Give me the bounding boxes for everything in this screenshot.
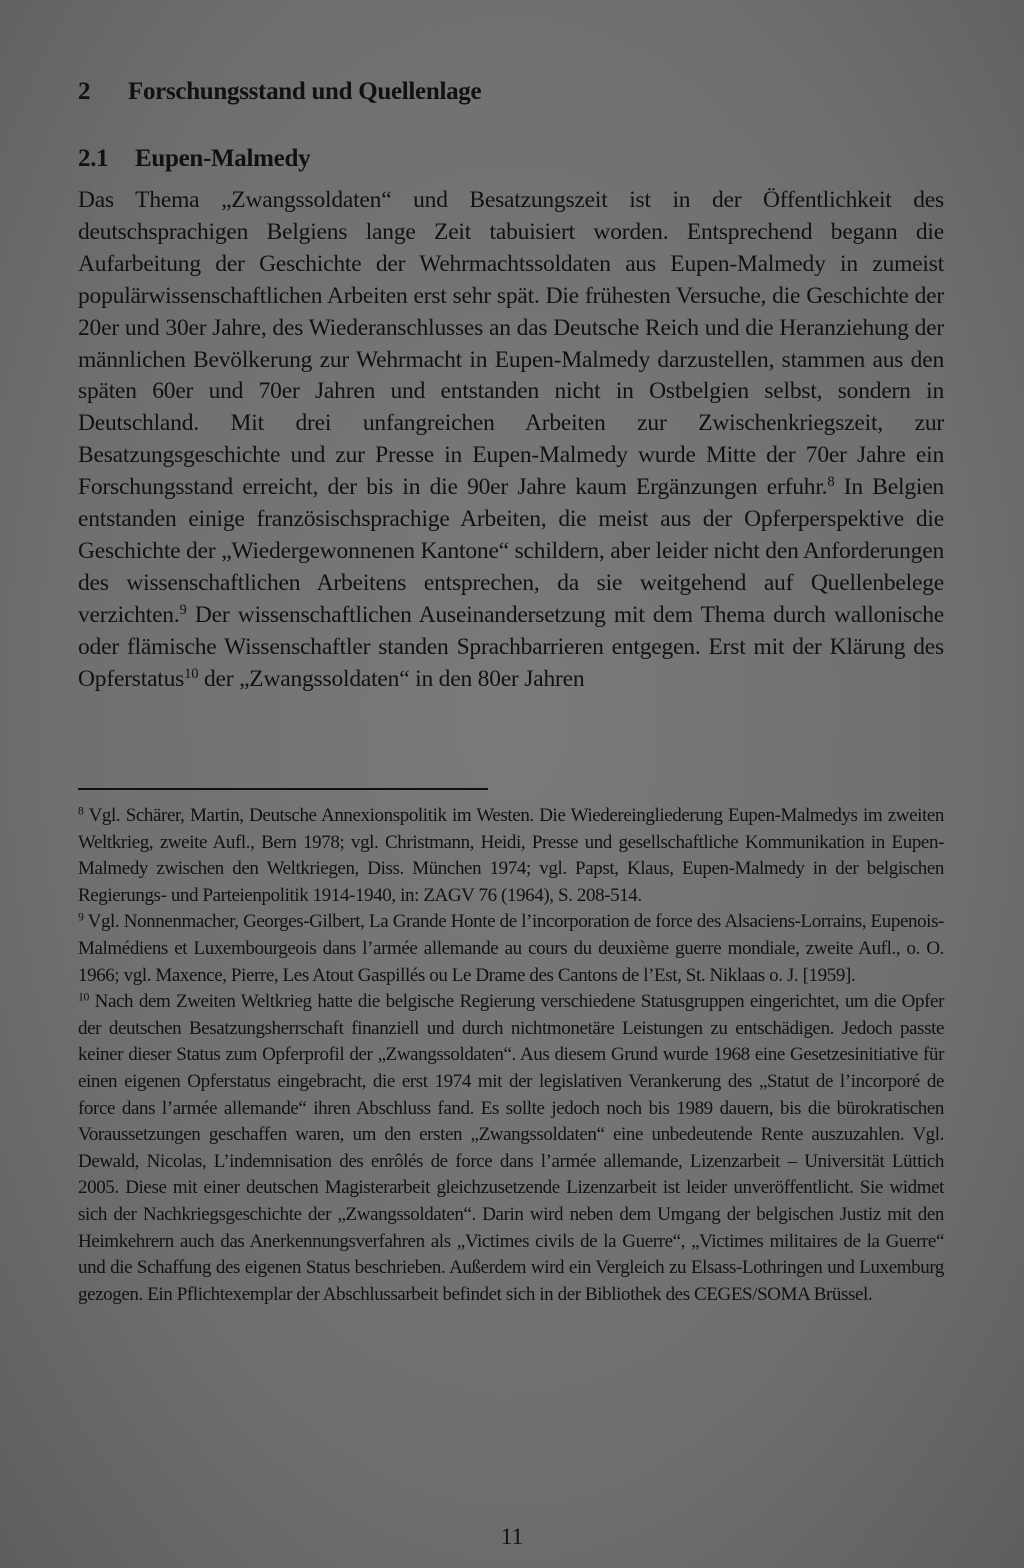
footnote-ref-10: 10 bbox=[184, 665, 199, 682]
chapter-title: Forschungsstand und Quellenlage bbox=[128, 78, 482, 105]
body-paragraph bbox=[78, 185, 944, 696]
footnote-text: Nach dem Zweiten Weltkrieg hatte die belgische Regierung verschiedene Statusgruppen eingerichtet, um die Opfer der deutschen Besatzungsherrschaft finanziell und durch nichtmonetäre Leistungen zu entschädigen. Jedoch passte keiner dieser Status zum Opferprofil der „Zwangssoldaten“. Aus diesem Grund wurde 1968 eine Gesetzesinitiative für einen eigenen Opferstatus eingebracht, die erst 1974 mit der legislativen Verankerung des „Statut de l’incorporé de force dans l’armée allemande“ ihren Abschluss fand. Es sollte jedoch noch bis 1989 dauern, bis die bürokratischen Voraussetzungen geschaffen waren, um den ersten „Zwangssoldaten“ eine unbedeutende Rente auszuzahlen. Vgl. Dewald, Nicolas, L’indemnisation des enrôlés de force dans l’armée allemande, Lizenzarbeit – Universität Lüttich 2005. Diese mit einer deutschen Magisterarbeit gleichzusetzende Lizenzarbeit ist leider unveröffentlicht. Sie widmet sich der Nachkriegsgeschichte der „Zwangssoldaten“. Darin wird neben dem Umgang der belgischen Justiz mit den Heimkehrern auch das Anerkennungsverfahren als „Victimes civils de la Guerre“, „Victimes militaires de la Guerre“ und die Schaffung des eigenen Status beschrieben. Außerdem wird ein Vergleich zu Elsass-Lothringen und Luxemburg gezogen. Ein Pflichtexemplar der Abschlussarbeit befindet sich in der Bibliothek des CEGES/SOMA Brüssel. bbox=[78, 991, 944, 1305]
footnote-ref-8: 8 bbox=[827, 474, 835, 491]
body-text-part-2: In Belgien entstanden einige französischsprachige Arbeiten, die meist aus der Opferperspektive die Geschichte der „Wiedergewonnenen Kantone“ schildern, aber leider nicht den Anforderungen des wissenschaftlichen Arbeitens entsprechen, da sie weitgehend auf Quellenbelege verzichten. bbox=[78, 474, 944, 628]
footnote-text: Vgl. Nonnenmacher, Georges-Gilbert, La Grande Honte de l’incorporation de force des Alsaciens-Lorrains, Eupenois-Malmédiens et Luxembourgeois dans l’armée allemande au cours du deuxième guerre mondiale, zweite Aufl., o. O. 1966; vgl. Maxence, Pierre, Les Atout Gaspillés ou Le Drame des Cantons de l’Est, St. Niklaas o. J. [1959]. bbox=[78, 911, 944, 986]
footnote-8 bbox=[78, 803, 944, 909]
footnote-ref-9: 9 bbox=[179, 601, 187, 618]
footnote-number: 8 bbox=[78, 804, 84, 818]
footnote-text: Vgl. Schärer, Martin, Deutsche Annexionspolitik im Westen. Die Wiedereingliederung Eupen-Malmedys im zweiten Weltkrieg, zweite Aufl., Bern 1978; vgl. Christmann, Heidi, Presse und gesellschaftliche Kommunikation in Eupen-Malmedy zwischen den Weltkriegen, Diss. München 1974; vgl. Papst, Klaus, Eupen-Malmedy in der belgischen Regierungs- und Parteienpolitik 1914-1940, in: ZAGV 76 (1964), S. 208-514. bbox=[78, 805, 944, 906]
footnote-number: 9 bbox=[78, 910, 84, 924]
section-title: Eupen-Malmedy bbox=[135, 145, 311, 172]
section-number: 2.1 bbox=[78, 145, 109, 172]
footnote-9 bbox=[78, 909, 944, 989]
footnotes bbox=[78, 803, 944, 1308]
footnote-separator bbox=[78, 788, 488, 790]
chapter-heading bbox=[78, 78, 481, 106]
chapter-number: 2 bbox=[78, 78, 91, 105]
body-text-part-4: der „Zwangssoldaten“ in den 80er Jahren bbox=[198, 665, 585, 692]
page-number: 11 bbox=[500, 1524, 524, 1549]
body-text-part-3: Der wissenschaftlichen Auseinandersetzung mit dem Thema durch wallonische oder flämische Wissenschaftler standen Sprachbarrieren entgegen. Erst mit der Klärung des Opferstatus bbox=[78, 601, 944, 692]
footnote-number: 10 bbox=[78, 990, 89, 1004]
body-text-part-1: Das Thema „Zwangssoldaten“ und Besatzungszeit ist in der Öffentlichkeit des deutschsprachigen Belgiens lange Zeit tabuisiert worden. Entsprechend begann die Aufarbeitung der Geschichte der Wehrmachtssoldaten aus Eupen-Malmedy in zumeist populärwissenschaftlichen Arbeiten erst sehr spät. Die frühesten Versuche, die Geschichte der 20er und 30er Jahre, des Wiederanschlusses an das Deutsche Reich und die Heranziehung der männlichen Bevölkerung zur Wehrmacht in Eupen-Malmedy darzustellen, stammen aus den späten 60er und 70er Jahren und entstanden nicht in Ostbelgien selbst, sondern in Deutschland. Mit drei unfangreichen Arbeiten zur Zwischenkriegszeit, zur Besatzungsgeschichte und zur Presse in Eupen-Malmedy wurde Mitte der 70er Jahre ein Forschungsstand erreicht, der bis in die 90er Jahre kaum Ergänzungen erfuhr. bbox=[78, 187, 944, 501]
section-heading bbox=[78, 145, 310, 173]
footnote-10 bbox=[78, 989, 944, 1308]
